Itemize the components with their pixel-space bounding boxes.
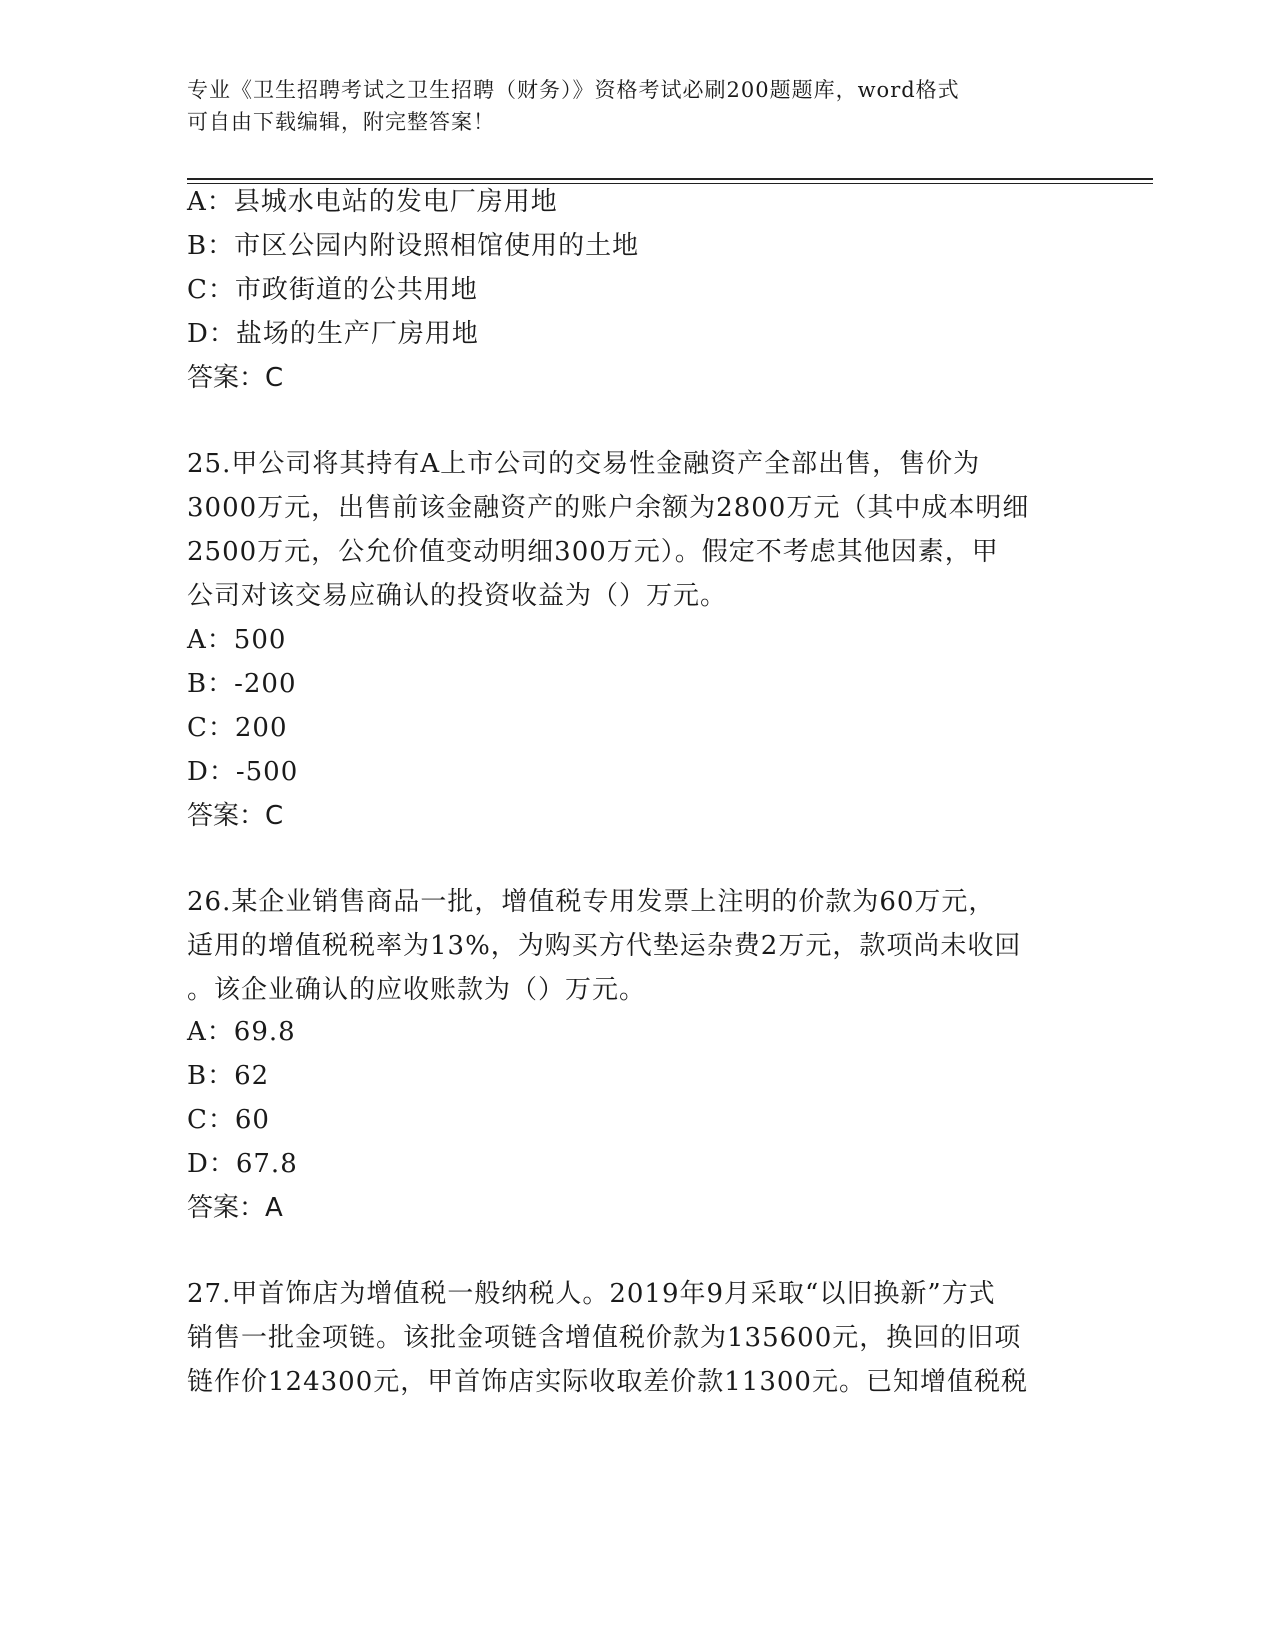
q26-option-a: A：69.8 [187,1017,296,1047]
q25-stem-line-2: 3000万元，出售前该金融资产的账户余额为2800万元（其中成本明细 [187,493,1030,523]
q26-answer: 答案：A [187,1193,283,1223]
header-line-2: 可自由下载编辑，附完整答案！ [187,110,495,134]
q25-option-b: B：-200 [187,669,297,699]
q26-option-c: C：60 [187,1105,270,1135]
q25-stem-line-1: 25.甲公司将其持有A上市公司的交易性金融资产全部出售，售价为 [187,449,981,479]
document-header [187,74,1087,138]
q25-answer: 答案：C [187,801,284,831]
q24-answer: 答案：C [187,363,284,393]
q25-option-d: D：-500 [187,757,299,787]
q27-stem-line-2: 销售一批金项链。该批金项链含增值税价款为135600元，换回的旧项 [187,1323,1022,1353]
q24-option-a: A：县城水电站的发电厂房用地 [187,187,558,217]
header-line-1: 专业《卫生招聘考试之卫生招聘（财务）》资格考试必刷200题题库，word格式 [187,78,960,102]
q25-option-c: C：200 [187,713,288,743]
q24-option-c: C：市政街道的公共用地 [187,275,478,305]
q26-stem-line-1: 26.某企业销售商品一批，增值税专用发票上注明的价款为60万元， [187,887,996,917]
q26-stem-line-3: 。该企业确认的应收账款为（）万元。 [187,975,647,1005]
q26-stem-line-2: 适用的增值税税率为13%，为购买方代垫运杂费2万元，款项尚未收回 [187,931,1022,961]
header-divider-thick [187,178,1153,180]
q24-option-b: B：市区公园内附设照相馆使用的土地 [187,231,640,261]
q25-stem-line-4: 公司对该交易应确认的投资收益为（）万元。 [187,581,728,611]
header-divider-thin [187,183,1153,184]
q25-option-a: A：500 [187,625,287,655]
q25-stem-line-3: 2500万元，公允价值变动明细300万元）。假定不考虑其他因素，甲 [187,537,999,567]
q24-option-d: D：盐场的生产厂房用地 [187,319,479,349]
q26-option-d: D：67.8 [187,1149,298,1179]
q26-option-b: B：62 [187,1061,270,1091]
q27-stem-line-1: 27.甲首饰店为增值税一般纳税人。2019年9月采取“以旧换新”方式 [187,1279,996,1309]
q27-stem-line-3: 链作价124300元，甲首饰店实际收取差价款11300元。已知增值税税 [187,1367,1028,1397]
